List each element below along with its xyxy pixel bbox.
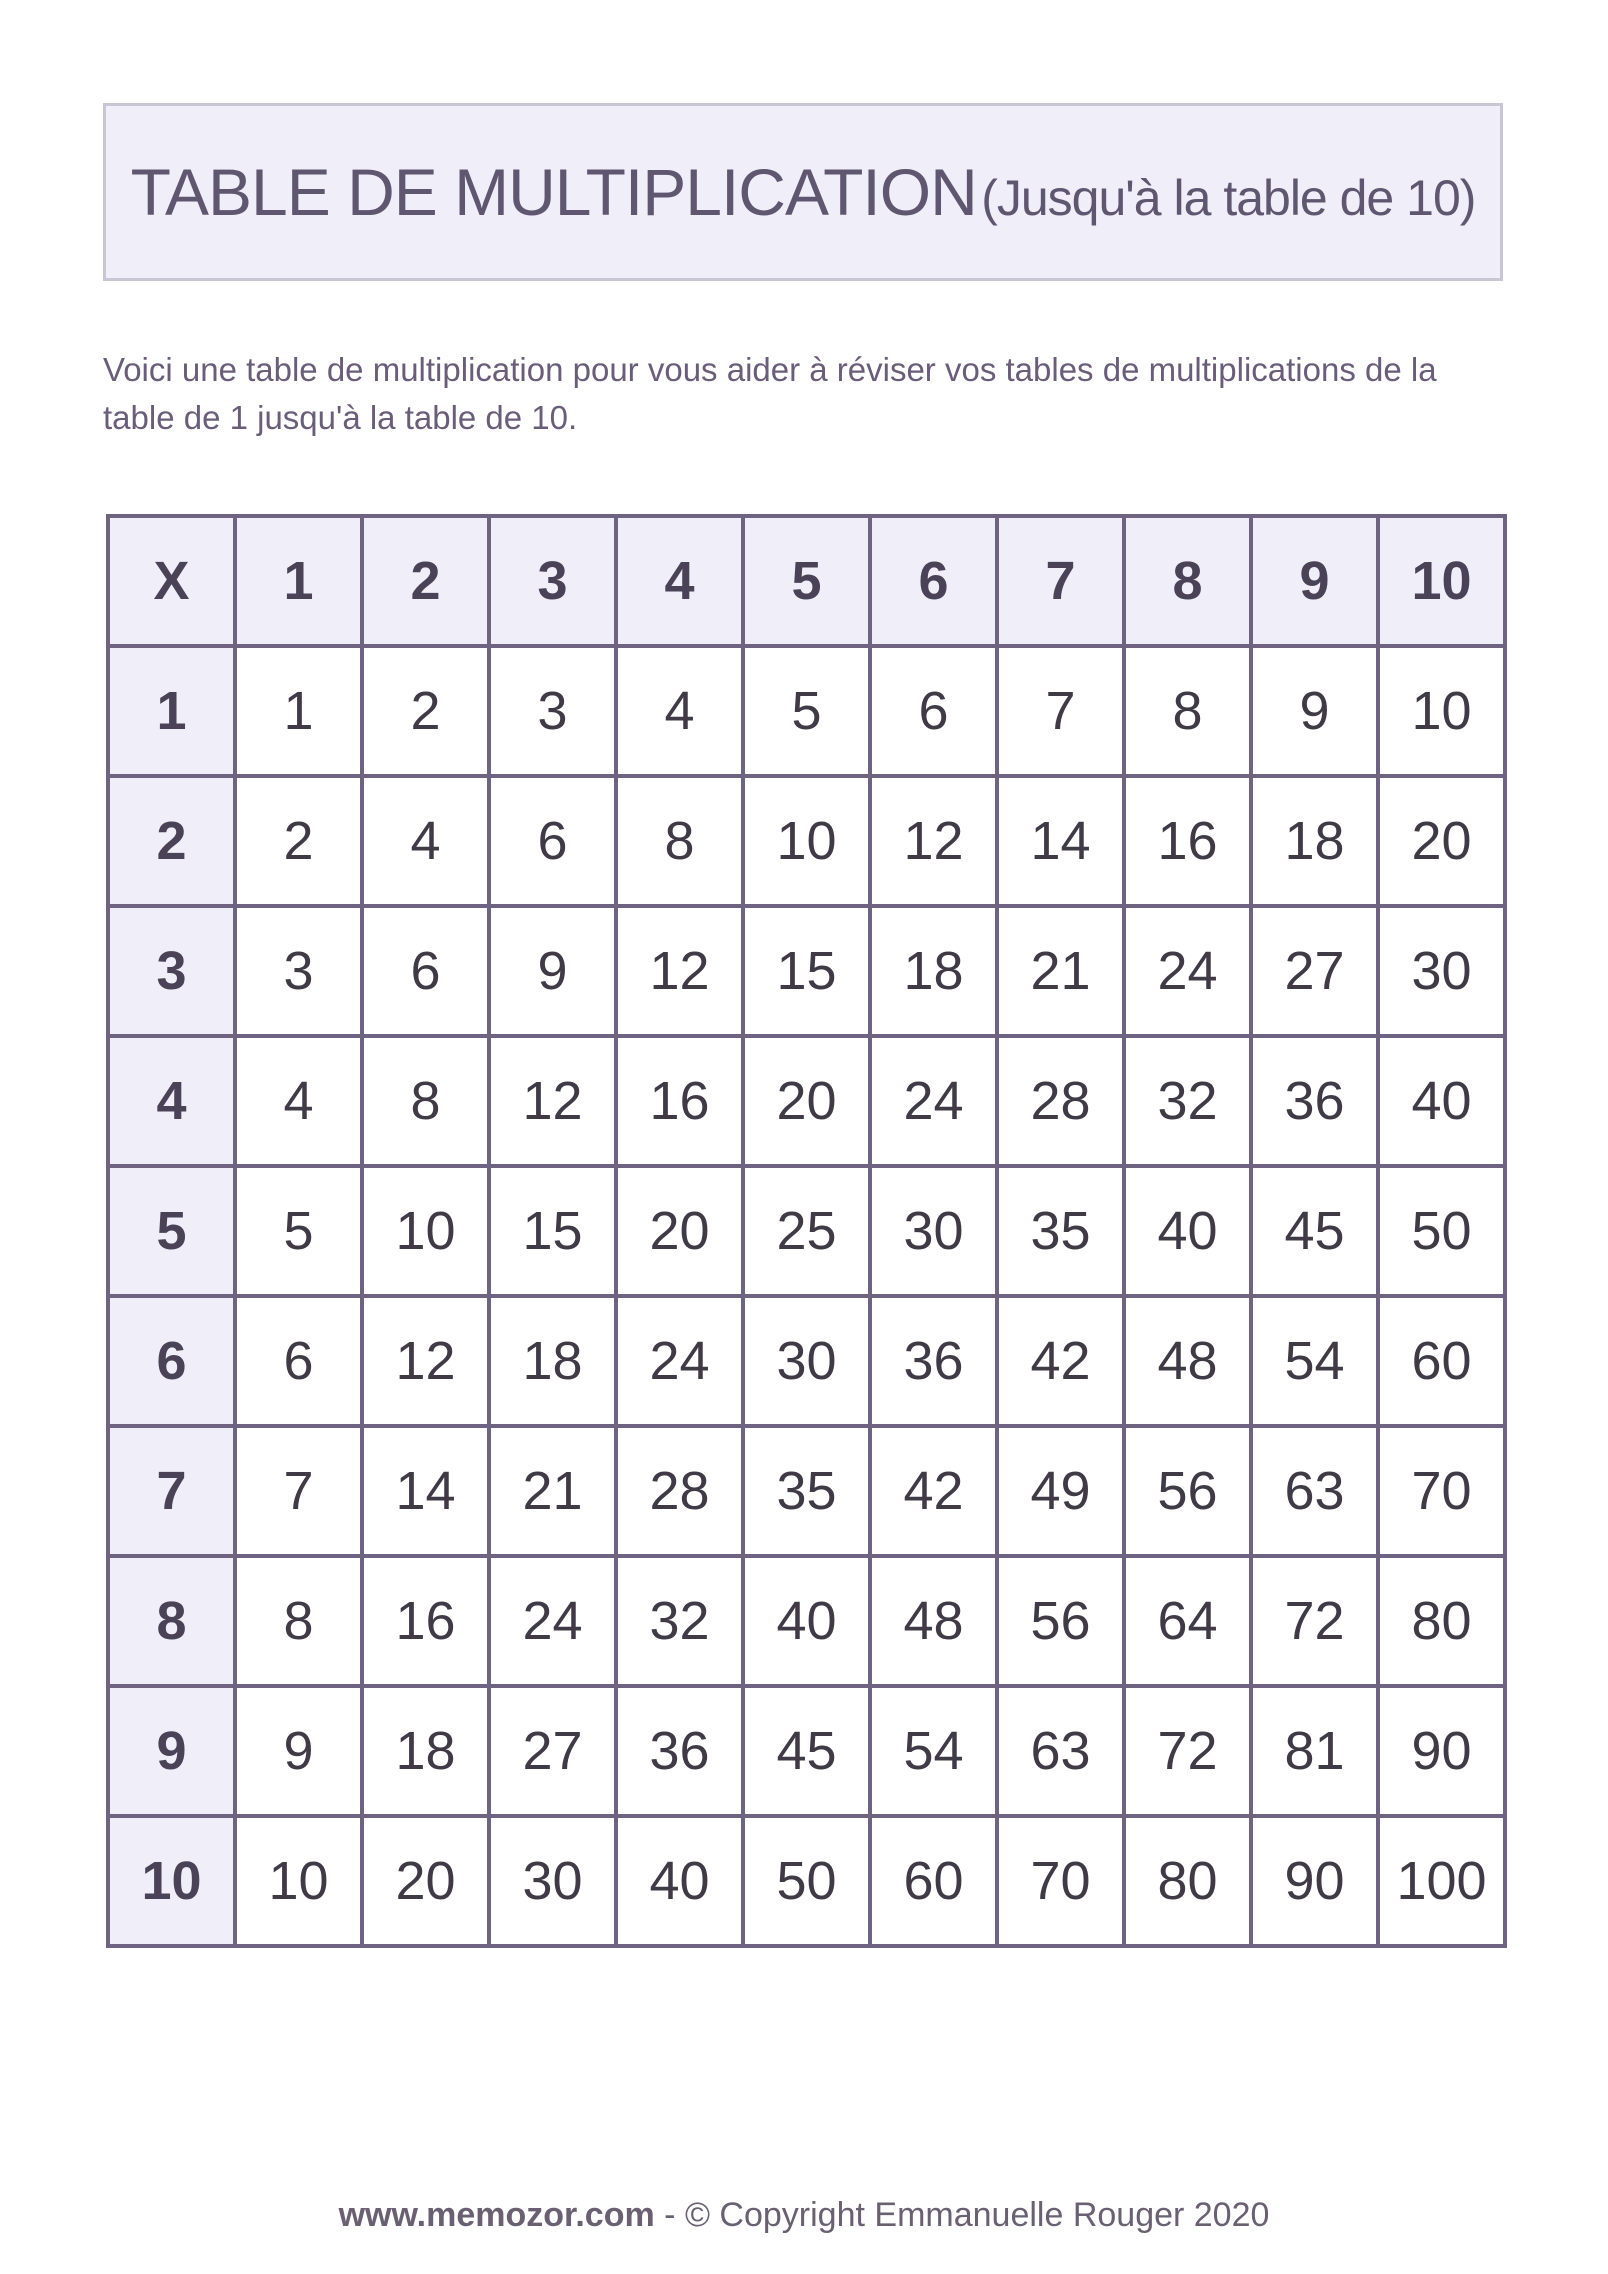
product-cell: 4 (362, 776, 489, 906)
product-cell: 20 (1378, 776, 1505, 906)
product-cell: 25 (743, 1166, 870, 1296)
product-cell: 8 (235, 1556, 362, 1686)
product-cell: 12 (489, 1036, 616, 1166)
multiplication-table (106, 514, 1507, 1948)
title-main: TABLE DE MULTIPLICATION (130, 155, 977, 229)
product-cell: 24 (489, 1556, 616, 1686)
product-cell: 20 (362, 1816, 489, 1946)
product-cell: 32 (1124, 1036, 1251, 1166)
product-cell: 64 (1124, 1556, 1251, 1686)
product-cell: 15 (743, 906, 870, 1036)
product-cell: 14 (997, 776, 1124, 906)
product-cell: 30 (1378, 906, 1505, 1036)
product-cell: 40 (1124, 1166, 1251, 1296)
product-cell: 80 (1378, 1556, 1505, 1686)
product-cell: 6 (235, 1296, 362, 1426)
product-cell: 2 (362, 646, 489, 776)
product-cell: 28 (616, 1426, 743, 1556)
intro-paragraph (103, 346, 1523, 442)
product-cell: 7 (997, 646, 1124, 776)
table-row (108, 906, 1505, 1036)
product-cell: 63 (1251, 1426, 1378, 1556)
product-cell: 100 (1378, 1816, 1505, 1946)
product-cell: 90 (1378, 1686, 1505, 1816)
product-cell: 40 (743, 1556, 870, 1686)
product-cell: 30 (870, 1166, 997, 1296)
intro-line-2: table de 1 jusqu'à la table de 10. (103, 399, 578, 436)
product-cell: 4 (235, 1036, 362, 1166)
footer (0, 2196, 1608, 2235)
product-cell: 54 (1251, 1296, 1378, 1426)
product-cell: 21 (489, 1426, 616, 1556)
product-cell: 4 (616, 646, 743, 776)
footer-copyright: © Copyright Emmanuelle Rouger 2020 (684, 2196, 1270, 2234)
product-cell: 5 (235, 1166, 362, 1296)
column-header: 3 (489, 516, 616, 646)
row-header: 10 (108, 1816, 235, 1946)
product-cell: 15 (489, 1166, 616, 1296)
product-cell: 3 (235, 906, 362, 1036)
product-cell: 14 (362, 1426, 489, 1556)
product-cell: 18 (362, 1686, 489, 1816)
column-header: 2 (362, 516, 489, 646)
product-cell: 72 (1251, 1556, 1378, 1686)
product-cell: 6 (489, 776, 616, 906)
product-cell: 30 (489, 1816, 616, 1946)
product-cell: 18 (870, 906, 997, 1036)
product-cell: 16 (362, 1556, 489, 1686)
product-cell: 48 (870, 1556, 997, 1686)
product-cell: 21 (997, 906, 1124, 1036)
row-header: 3 (108, 906, 235, 1036)
product-cell: 40 (616, 1816, 743, 1946)
product-cell: 36 (870, 1296, 997, 1426)
product-cell: 56 (997, 1556, 1124, 1686)
footer-site[interactable]: www.memozor.com (338, 2196, 655, 2234)
row-header: 4 (108, 1036, 235, 1166)
product-cell: 42 (997, 1296, 1124, 1426)
table-row (108, 1036, 1505, 1166)
product-cell: 10 (235, 1816, 362, 1946)
table-row (108, 1166, 1505, 1296)
footer-separator: - (654, 2196, 685, 2234)
product-cell: 18 (489, 1296, 616, 1426)
header-row (108, 516, 1505, 646)
product-cell: 50 (1378, 1166, 1505, 1296)
title-box (103, 103, 1503, 281)
product-cell: 36 (1251, 1036, 1378, 1166)
product-cell: 6 (362, 906, 489, 1036)
row-header: 1 (108, 646, 235, 776)
product-cell: 35 (997, 1166, 1124, 1296)
product-cell: 42 (870, 1426, 997, 1556)
product-cell: 12 (362, 1296, 489, 1426)
product-cell: 12 (616, 906, 743, 1036)
column-header: 9 (1251, 516, 1378, 646)
table-row (108, 1686, 1505, 1816)
product-cell: 7 (235, 1426, 362, 1556)
product-cell: 90 (1251, 1816, 1378, 1946)
product-cell: 70 (1378, 1426, 1505, 1556)
column-header: 5 (743, 516, 870, 646)
product-cell: 9 (235, 1686, 362, 1816)
product-cell: 5 (743, 646, 870, 776)
table-row (108, 1816, 1505, 1946)
row-header: 9 (108, 1686, 235, 1816)
row-header: 7 (108, 1426, 235, 1556)
product-cell: 16 (1124, 776, 1251, 906)
column-header: 10 (1378, 516, 1505, 646)
product-cell: 54 (870, 1686, 997, 1816)
product-cell: 18 (1251, 776, 1378, 906)
table-row (108, 1556, 1505, 1686)
product-cell: 8 (616, 776, 743, 906)
column-header: 6 (870, 516, 997, 646)
product-cell: 3 (489, 646, 616, 776)
product-cell: 9 (489, 906, 616, 1036)
product-cell: 28 (997, 1036, 1124, 1166)
product-cell: 16 (616, 1036, 743, 1166)
table-row (108, 646, 1505, 776)
product-cell: 35 (743, 1426, 870, 1556)
product-cell: 81 (1251, 1686, 1378, 1816)
row-header: 6 (108, 1296, 235, 1426)
product-cell: 27 (1251, 906, 1378, 1036)
product-cell: 50 (743, 1816, 870, 1946)
column-header: 1 (235, 516, 362, 646)
product-cell: 45 (743, 1686, 870, 1816)
product-cell: 63 (997, 1686, 1124, 1816)
row-header: 2 (108, 776, 235, 906)
table-body (108, 646, 1505, 1946)
product-cell: 70 (997, 1816, 1124, 1946)
product-cell: 24 (616, 1296, 743, 1426)
product-cell: 56 (1124, 1426, 1251, 1556)
product-cell: 24 (1124, 906, 1251, 1036)
product-cell: 8 (1124, 646, 1251, 776)
product-cell: 60 (1378, 1296, 1505, 1426)
intro-line-1: Voici une table de multiplication pour vous aider à réviser vos tables de multiplications de la (103, 351, 1437, 388)
product-cell: 36 (616, 1686, 743, 1816)
row-header: 5 (108, 1166, 235, 1296)
product-cell: 80 (1124, 1816, 1251, 1946)
product-cell: 20 (616, 1166, 743, 1296)
product-cell: 48 (1124, 1296, 1251, 1426)
column-header: 8 (1124, 516, 1251, 646)
product-cell: 2 (235, 776, 362, 906)
product-cell: 10 (743, 776, 870, 906)
product-cell: 27 (489, 1686, 616, 1816)
table-row (108, 1296, 1505, 1426)
product-cell: 72 (1124, 1686, 1251, 1816)
table-row (108, 1426, 1505, 1556)
product-cell: 9 (1251, 646, 1378, 776)
table-row (108, 776, 1505, 906)
product-cell: 6 (870, 646, 997, 776)
page-title (131, 154, 1476, 230)
product-cell: 40 (1378, 1036, 1505, 1166)
product-cell: 12 (870, 776, 997, 906)
column-header: 7 (997, 516, 1124, 646)
row-header: 8 (108, 1556, 235, 1686)
product-cell: 49 (997, 1426, 1124, 1556)
product-cell: 60 (870, 1816, 997, 1946)
product-cell: 30 (743, 1296, 870, 1426)
product-cell: 10 (362, 1166, 489, 1296)
product-cell: 32 (616, 1556, 743, 1686)
column-header: 4 (616, 516, 743, 646)
product-cell: 45 (1251, 1166, 1378, 1296)
product-cell: 8 (362, 1036, 489, 1166)
corner-cell: X (108, 516, 235, 646)
product-cell: 10 (1378, 646, 1505, 776)
title-subtitle: (Jusqu'à la table de 10) (981, 170, 1476, 226)
product-cell: 1 (235, 646, 362, 776)
product-cell: 24 (870, 1036, 997, 1166)
product-cell: 20 (743, 1036, 870, 1166)
